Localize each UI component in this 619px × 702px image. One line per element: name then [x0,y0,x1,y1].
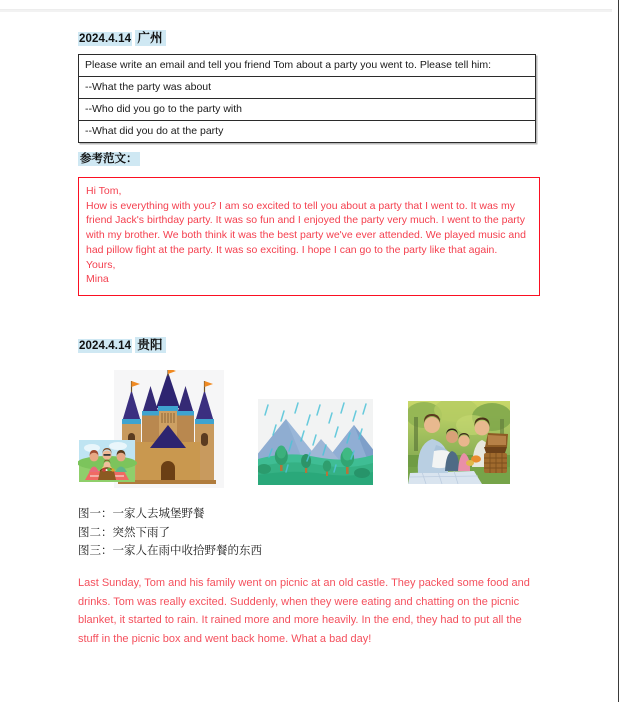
section-one-date-heading [78,31,166,47]
reference-essay-label-text: 参考范文： [80,153,138,165]
section-one-city: 广州 [135,30,165,46]
prompt-line: Please write an email and tell you friend Tom about a party you went to. Please tell him: [79,55,535,77]
section-two-date: 2024.4.14 [79,340,132,352]
figures-row [78,368,540,490]
essay-salutation: Hi Tom, [86,185,122,197]
figure-caption: 图三：一家人在雨中收拾野餐的东西 [78,545,262,557]
section-two-date-heading [78,338,166,354]
section-two-city: 贵阳 [135,337,165,353]
castle-picnic-image [78,370,224,490]
section-two-sample-essay: Last Sunday, Tom and his family went on picnic at an old castle. They packed some food and drinks. Tom was really excited. Suddenly, when they were eating and chatting on the picnic blanket, it started to rain. It rained more and more heavily. In the end, they had to put all the stuff in the picnic box and went back home. What a bad day! [78,577,530,645]
reference-essay-label [78,152,140,167]
family-packing-picnic-image [408,401,510,484]
prompt-line: --What did you do at the party [85,125,224,137]
sample-essay-box [78,177,540,296]
essay-signature: Mina [86,273,109,286]
figure-captions [78,505,478,561]
essay-closing: Yours, [86,258,116,271]
figure-caption: 图一：一家人去城堡野餐 [78,508,205,520]
prompt-box [78,54,536,143]
essay-body: How is everything with you? I am so excited to tell you about a party that I went to. It was my friend Jack's birthday party. It was so fun and I enjoyed the party very much. I went to the party with my brother. We both think it was the best party we've ever attended. We played music and had pillow fight at the party. It was so exciting. I hope I can go to the party like that again. [86,199,526,256]
prompt-line: --What the party was about [79,77,535,99]
prompt-line: --Who did you go to the party with [79,99,535,121]
rainy-mountains-image [258,399,373,485]
figure-caption: 图二：突然下雨了 [78,526,170,539]
section-one-date: 2024.4.14 [79,33,132,45]
page-top-rule [0,9,612,12]
